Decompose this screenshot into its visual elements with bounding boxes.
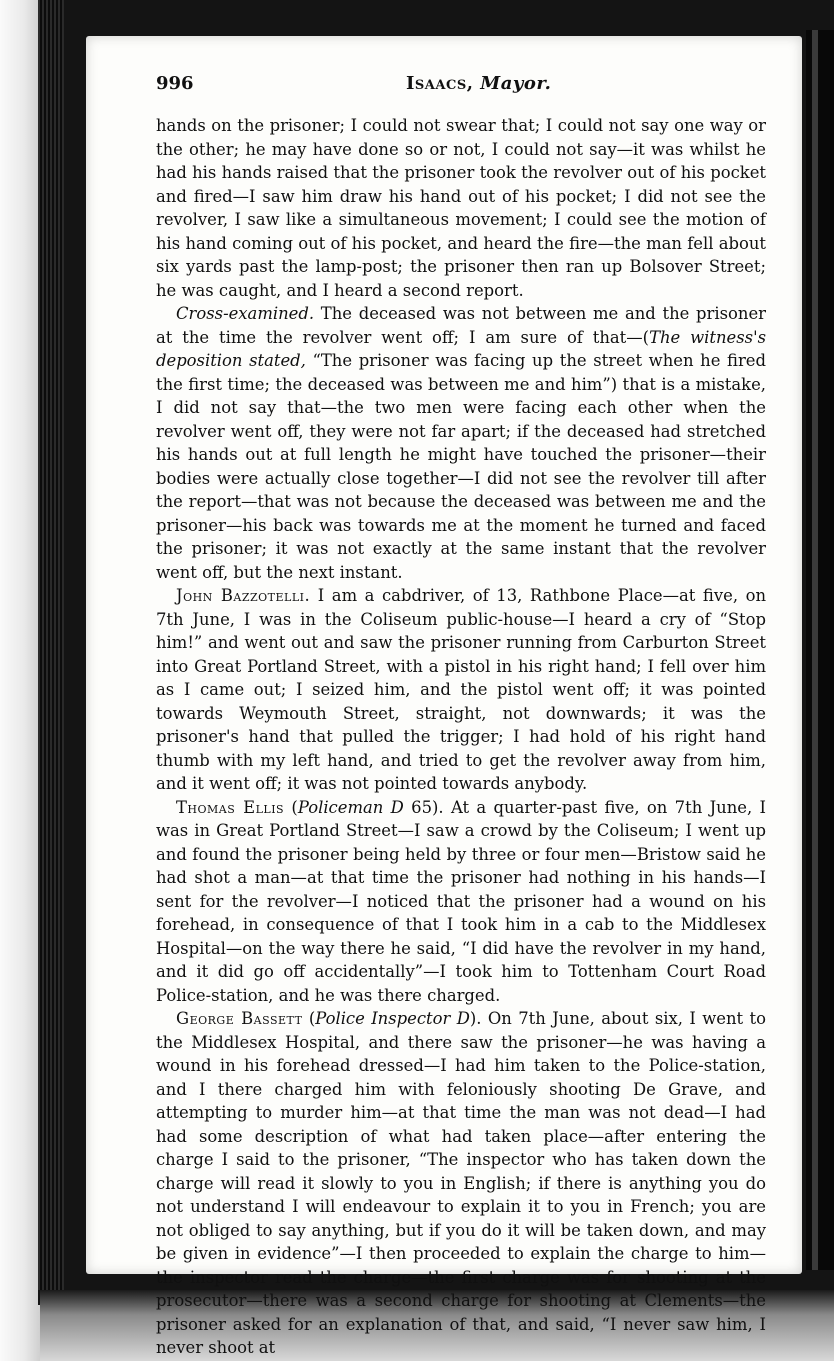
witness-role-close: ). bbox=[469, 1009, 482, 1028]
book-page bbox=[86, 36, 802, 1357]
paragraph-witness-bassett bbox=[156, 1007, 766, 1360]
scan-background-left bbox=[0, 0, 40, 1361]
cross-examination-text-b: “The prisoner was facing up the street when he fired the first time; the deceased was between me and him”) that is a mistake, I did not say that—the two men were facing each other when the revolver went off, they were not far apart; if the deceased had stretched his hands out at full length he might have touched the prisoner—their bodies were actually close together—I did not see the revolver till after the report—that was not because the deceased was between me and the prisoner—his back was towards me at the moment he turned and faced the prisoner; it was not exactly at the same instant that the revolver went off, but the next instant. bbox=[156, 351, 766, 582]
witness-name: John Bazzotelli. bbox=[176, 586, 311, 605]
page-header bbox=[156, 73, 762, 97]
cross-examined-label: Cross-examined. bbox=[176, 304, 315, 323]
running-head bbox=[406, 73, 551, 94]
cross-examination-text-a: The deceased was not between me and the prisoner at the time the revolver went off; I am sure of that—( bbox=[156, 304, 766, 347]
witness-name: George Bassett bbox=[176, 1009, 303, 1028]
witness-name: Thomas Ellis bbox=[176, 797, 285, 817]
witness-testimony: At a quarter-past five, on 7th June, I was in Great Portland Street—I saw a crowd by the Coliseum; I went up and found the prisoner being held by three or four men—Bristow said he had shot a man—at that time the prisoner had nothing in his hands—I sent for the revolver—I noticed that the prisoner had a wound on his forehead, in consequence of that I took him in a cab to the Middlesex Hospital—on the way there he said, “I did have the revolver in my hand, and it did go off accidentally”—I took him to Tottenham Court Road Police-station, and he was there charged. bbox=[156, 797, 767, 1005]
book-spine-right bbox=[806, 30, 834, 1270]
body-text bbox=[156, 114, 766, 1360]
paragraph-testimony-continued: hands on the prisoner; I could not swear that; I could not say one way or the other; he may have done so or not, I could not say—it was whilst he had his hands raised that the prisoner took the revolver out of his pocket and fired—I saw him draw his hand out of his pocket; I did not see the revolver, I saw like a simultaneous movement; I could see the motion of his hand coming out of his pocket, and heard the fire—the man fell about six yards past the lamp-post; the prisoner then ran up Bolsover Street; he was caught, and I heard a second report. bbox=[156, 116, 766, 300]
paragraph-cross-examination bbox=[156, 302, 766, 584]
witness-role-open: ( bbox=[302, 1009, 316, 1028]
witness-testimony: On 7th June, about six, I went to the Middlesex Hospital, and there saw the prisoner—he was having a wound in his forehead dressed—I had him taken to the Police-station, and I there charged him with feloniously shooting De Grave, and attempting to murder him—at that time the man was not dead—I had had some description of what had taken place—after entering the charge I said to the prisoner, “The inspector who has taken down the charge will read it slowly to you in English; if there is anything you do not understand I will endeavour to explain it to you in French; you are not obliged to say anything, but if you do it will be taken down, and may be given in evidence”—I then proceeded to explain the charge to him—the inspector read the charge—the first charge was for shooting at the prosecutor—there was a second charge for shooting at Clements—the prisoner asked for an explanation of that, and said, “I never saw him, I never shoot at bbox=[156, 1009, 766, 1357]
running-head-name: Isaacs, bbox=[406, 73, 474, 94]
paragraph-witness-bazzotelli bbox=[156, 584, 766, 796]
page-edges-left bbox=[38, 0, 64, 1290]
witness-role-close: 65). bbox=[403, 797, 444, 817]
page-number: 996 bbox=[156, 73, 194, 94]
witness-role: Policeman D bbox=[297, 797, 404, 817]
witness-testimony: I am a cabdriver, of 13, Rathbone Place—at five, on 7th June, I was in the Coliseum public-house—I heard a cry of “Stop him!” and went out and saw the prisoner running from Carburton Street into Great Portland Street, with a pistol in his right hand; I fell over him as I came out; I seized him, and the pistol went off; it was pointed towards Weymouth Street, straight, not downwards; it was the prisoner's hand that pulled the trigger; I had hold of his right hand thumb with my left hand, and tried to get the revolver away from him, and it went off; it was not pointed towards anybody. bbox=[156, 586, 767, 793]
paragraph-witness-ellis bbox=[156, 796, 766, 1008]
running-head-title: Mayor. bbox=[480, 73, 552, 94]
deposition-note: The witness's deposition stated, bbox=[156, 327, 766, 370]
witness-role: Police Inspector D bbox=[315, 1009, 470, 1028]
witness-role-open: ( bbox=[284, 797, 298, 817]
